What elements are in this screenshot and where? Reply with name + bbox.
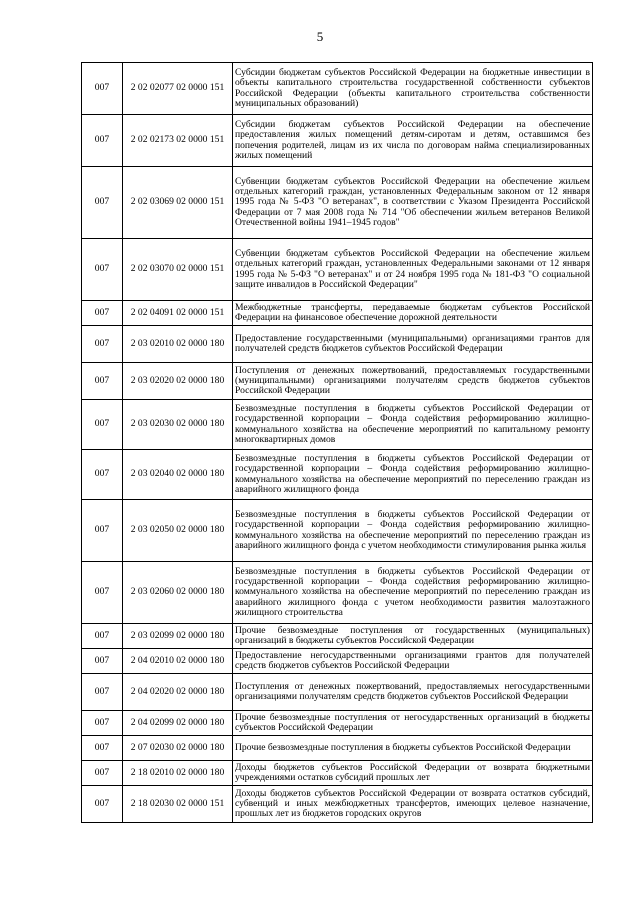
revenue-name-cell: Прочие безвозмездные поступления в бюджеты субъектов Российской Федерации [233, 736, 593, 761]
admin-code-cell: 007 [82, 450, 123, 500]
revenue-name-cell: Прочие безвозмездные поступления от государственных (муниципальных) организаций в бюджеты субъектов Российской Федерации [233, 624, 593, 649]
kbk-code-cell: 2 04 02010 02 0000 180 [123, 649, 233, 674]
admin-code-cell: 007 [82, 649, 123, 674]
kbk-code-cell: 2 04 02020 02 0000 180 [123, 674, 233, 711]
admin-code-cell: 007 [82, 63, 123, 115]
admin-code-cell: 007 [82, 400, 123, 450]
admin-code-cell: 007 [82, 301, 123, 326]
admin-code-cell: 007 [82, 500, 123, 562]
kbk-code-cell: 2 03 02010 02 0000 180 [123, 326, 233, 363]
table-row [82, 239, 593, 301]
admin-code-cell: 007 [82, 674, 123, 711]
kbk-code-cell: 2 02 04091 02 0000 151 [123, 301, 233, 326]
budget-codes-table [81, 62, 593, 823]
kbk-code-cell: 2 02 03070 02 0000 151 [123, 239, 233, 301]
kbk-code-cell: 2 03 02030 02 0000 180 [123, 400, 233, 450]
revenue-name-cell: Поступления от денежных пожертвований, предоставляемых государственными (муниципальными) организациями получателям средств бюджетов субъектов Российской Федерации [233, 363, 593, 400]
admin-code-cell: 007 [82, 761, 123, 786]
revenue-name-cell: Доходы бюджетов субъектов Российской Федерации от возврата бюджетными учреждениями остатков субсидий прошлых лет [233, 761, 593, 786]
admin-code-cell: 007 [82, 711, 123, 736]
table-row [82, 450, 593, 500]
revenue-name-cell: Субвенции бюджетам субъектов Российской Федерации на обеспечение жильем отдельных категорий граждан, установленных Федеральными законами от 12 января 1995 года № 5-ФЗ "О ветеранах" и от 24 ноября 1995 года № 181-ФЗ "О социальной защите инвалидов в Российской Федерации" [233, 239, 593, 301]
revenue-name-cell: Доходы бюджетов субъектов Российской Федерации от возврата остатков субсидий, субвенций и иных межбюджетных трансфертов, имеющих целевое назначение, прошлых лет из бюджетов городских округов [233, 786, 593, 823]
revenue-name-cell: Предоставление государственными (муниципальными) организациями грантов для получателей средств бюджетов субъектов Российской Федерации [233, 326, 593, 363]
admin-code-cell: 007 [82, 326, 123, 363]
table-row [82, 63, 593, 115]
admin-code-cell: 007 [82, 786, 123, 823]
table-row [82, 736, 593, 761]
table-row [82, 711, 593, 736]
admin-code-cell: 007 [82, 115, 123, 167]
kbk-code-cell: 2 02 03069 02 0000 151 [123, 167, 233, 239]
admin-code-cell: 007 [82, 624, 123, 649]
kbk-code-cell: 2 02 02173 02 0000 151 [123, 115, 233, 167]
kbk-code-cell: 2 18 02030 02 0000 151 [123, 786, 233, 823]
table-row [82, 400, 593, 450]
kbk-code-cell: 2 03 02020 02 0000 180 [123, 363, 233, 400]
revenue-name-cell: Безвозмездные поступления в бюджеты субъектов Российской Федерации от государственной корпорации – Фонда содействия реформированию жилищно-коммунального хозяйства на обеспечение мероприятий по переселению граждан из аварийного жилищного фонда с учетом необходимости развития малоэтажного жилищного строительства [233, 562, 593, 624]
table-row [82, 115, 593, 167]
kbk-code-cell: 2 18 02010 02 0000 180 [123, 761, 233, 786]
table-row [82, 167, 593, 239]
table-row [82, 363, 593, 400]
revenue-name-cell: Безвозмездные поступления в бюджеты субъектов Российской Федерации от государственной корпорации – Фонда содействия реформированию жилищно-коммунального хозяйства на обеспечение мероприятий по капитальному ремонту многоквартирных домов [233, 400, 593, 450]
revenue-name-cell: Субсидии бюджетам субъектов Российской Федерации на обеспечение предоставления жилых помещений детям-сиротам и детям, оставшимся без попечения родителей, лицам из их числа по договорам найма специализированных жилых помещений [233, 115, 593, 167]
kbk-code-cell: 2 04 02099 02 0000 180 [123, 711, 233, 736]
admin-code-cell: 007 [82, 239, 123, 301]
table-row [82, 624, 593, 649]
table-row [82, 562, 593, 624]
admin-code-cell: 007 [82, 167, 123, 239]
budget-codes-table-body [82, 63, 593, 823]
admin-code-cell: 007 [82, 363, 123, 400]
page-number: 5 [316, 29, 324, 44]
kbk-code-cell: 2 02 02077 02 0000 151 [123, 63, 233, 115]
revenue-name-cell: Прочие безвозмездные поступления от негосударственных организаций в бюджеты субъектов Российской Федерации [233, 711, 593, 736]
table-row [82, 649, 593, 674]
table-row [82, 301, 593, 326]
revenue-name-cell: Межбюджетные трансферты, передаваемые бюджетам субъектов Российской Федерации на финансовое обеспечение дорожной деятельности [233, 301, 593, 326]
revenue-name-cell: Субсидии бюджетам субъектов Российской Федерации на бюджетные инвестиции в объекты капитального строительства государственной собственности субъектов Российской Федерации (объекты капитального строительства собственности муниципальных образований) [233, 63, 593, 115]
revenue-name-cell: Безвозмездные поступления в бюджеты субъектов Российской Федерации от государственной корпорации – Фонда содействия реформированию жилищно-коммунального хозяйства на обеспечение мероприятий по переселению граждан из аварийного жилищного фонда [233, 450, 593, 500]
revenue-name-cell: Поступления от денежных пожертвований, предоставляемых негосударственными организациями получателям средств бюджетов субъектов Российской Федерации [233, 674, 593, 711]
admin-code-cell: 007 [82, 736, 123, 761]
kbk-code-cell: 2 03 02040 02 0000 180 [123, 450, 233, 500]
kbk-code-cell: 2 03 02060 02 0000 180 [123, 562, 233, 624]
kbk-code-cell: 2 07 02030 02 0000 180 [123, 736, 233, 761]
table-row [82, 786, 593, 823]
table-row [82, 761, 593, 786]
kbk-code-cell: 2 03 02099 02 0000 180 [123, 624, 233, 649]
revenue-name-cell: Безвозмездные поступления в бюджеты субъектов Российской Федерации от государственной корпорации – Фонда содействия реформированию жилищно-коммунального хозяйства на обеспечение мероприятий по переселению граждан из аварийного жилищного фонда с учетом необходимости стимулирования рынка жилья [233, 500, 593, 562]
revenue-name-cell: Субвенции бюджетам субъектов Российской Федерации на обеспечение жильем отдельных категорий граждан, установленных Федеральным законом от 12 января 1995 года № 5-ФЗ "О ветеранах", в соответствии с Указом Президента Российской Федерации от 7 мая 2008 года № 714 "Об обеспечении жильем ветеранов Великой Отечественной войны 1941–1945 годов" [233, 167, 593, 239]
kbk-code-cell: 2 03 02050 02 0000 180 [123, 500, 233, 562]
table-row [82, 674, 593, 711]
revenue-name-cell: Предоставление негосударственными организациями грантов для получателей средств бюджетов субъектов Российской Федерации [233, 649, 593, 674]
table-row [82, 326, 593, 363]
table-row [82, 500, 593, 562]
admin-code-cell: 007 [82, 562, 123, 624]
